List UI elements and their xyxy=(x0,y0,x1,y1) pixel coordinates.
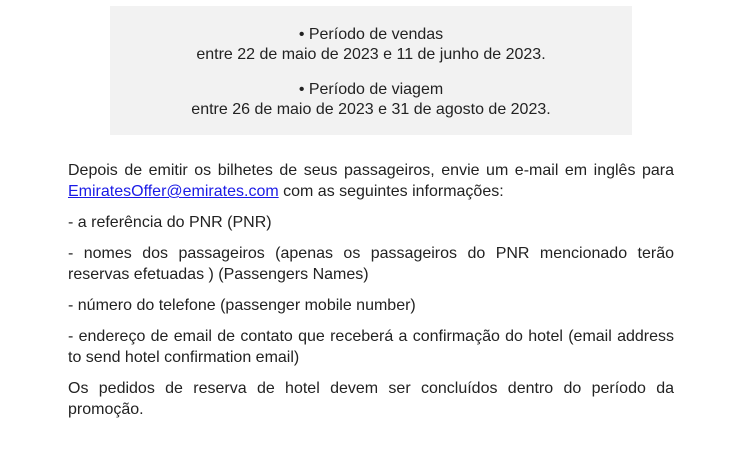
travel-period xyxy=(110,80,632,120)
info-item-phone: - número do telefone (passenger mobile number) xyxy=(68,297,416,314)
travel-period-range: entre 26 de maio de 2023 e 31 de agosto de 2023. xyxy=(191,101,551,118)
info-item-passenger-names: - nomes dos passageiros (apenas os passageiros do PNR mencionado terão reservas efetuadas ) (Passengers Names) xyxy=(68,245,674,283)
intro-after: com as seguintes informações: xyxy=(278,183,504,200)
intro-before: Depois de emitir os bilhetes de seus passageiros, envie um e-mail em inglês para xyxy=(68,162,674,179)
sales-period-title: • Período de vendas xyxy=(110,25,632,45)
email-link[interactable]: EmiratesOffer@emirates.com xyxy=(68,183,279,200)
travel-period-title: • Período de viagem xyxy=(110,80,632,100)
instructions-text xyxy=(68,160,674,430)
info-item-pnr: - a referência do PNR (PNR) xyxy=(68,214,272,231)
info-item-email: - endereço de email de contato que receberá a confirmação do hotel (email address to send hotel confirmation email) xyxy=(68,328,674,366)
closing-paragraph: Os pedidos de reserva de hotel devem ser concluídos dentro do período da promoção. xyxy=(68,380,674,418)
promotion-periods-box xyxy=(110,6,632,135)
sales-period-range: entre 22 de maio de 2023 e 11 de junho de 2023. xyxy=(196,46,546,63)
intro-paragraph xyxy=(68,160,674,202)
sales-period xyxy=(110,25,632,65)
